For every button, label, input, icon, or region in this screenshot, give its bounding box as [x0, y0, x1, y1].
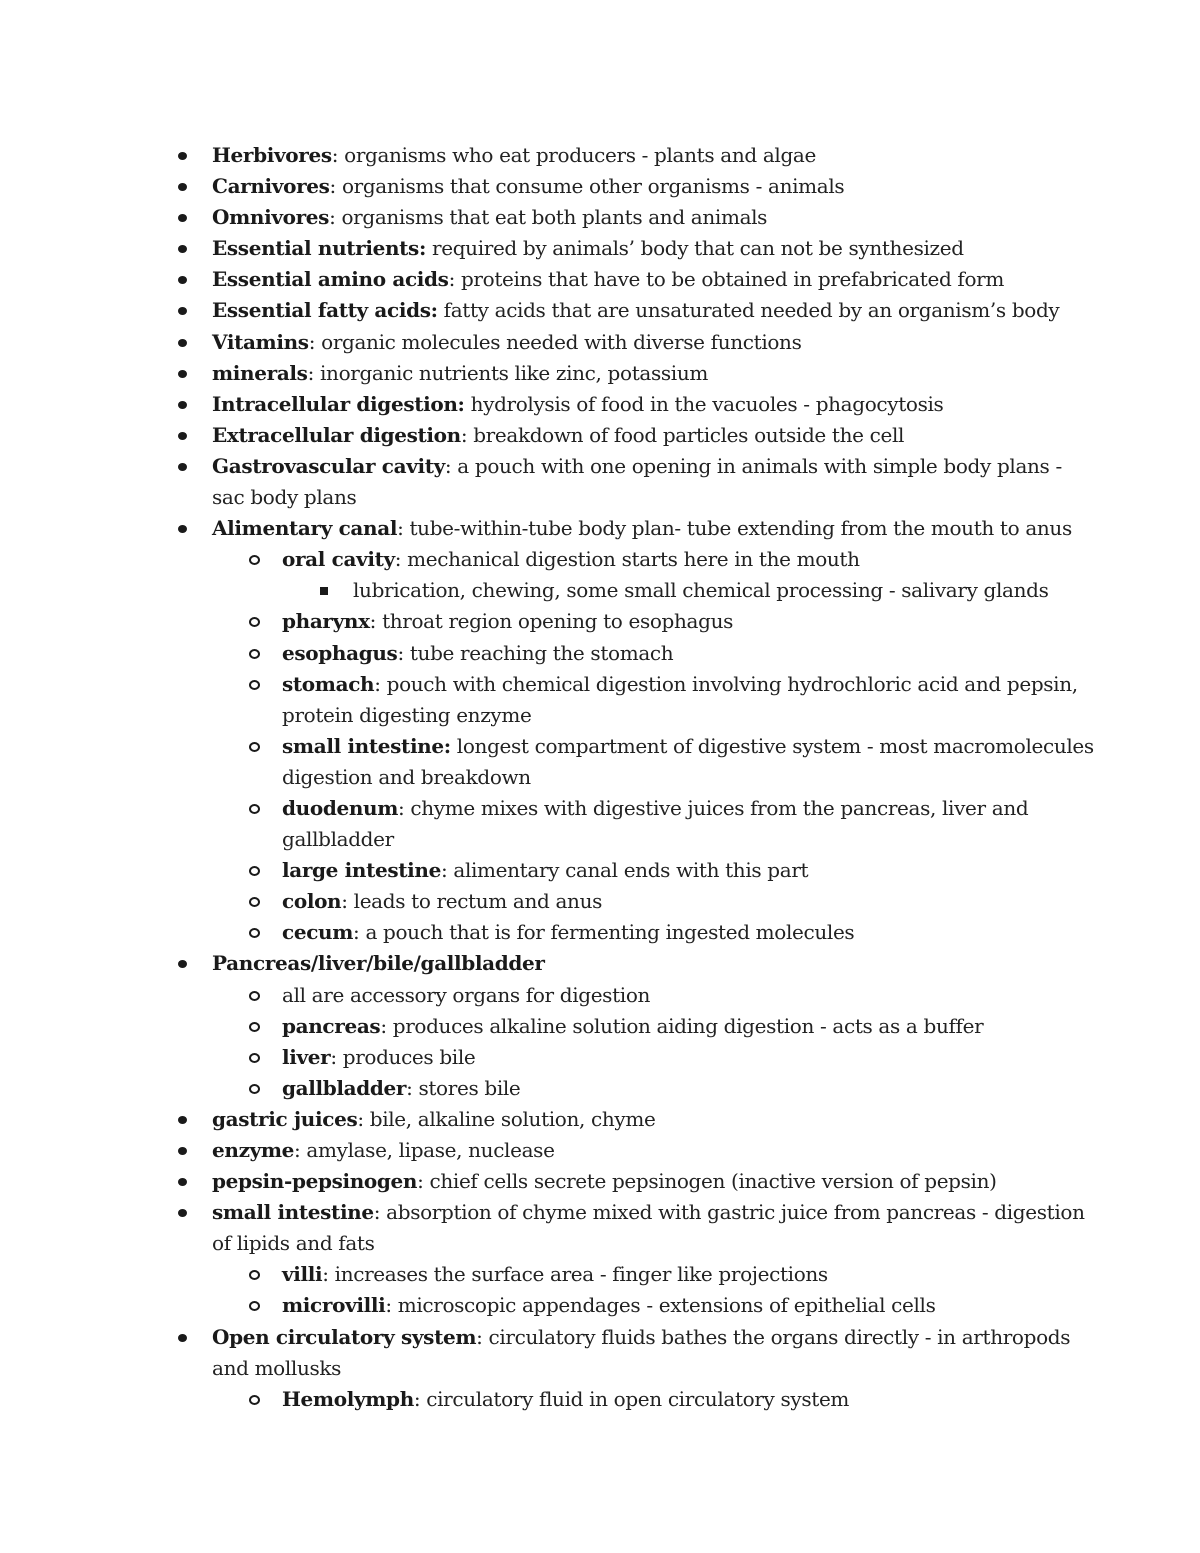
sub-list-item — [0, 793, 1200, 824]
list-item — [0, 451, 1200, 482]
definition: : amylase, lipase, nuclease — [294, 1138, 555, 1162]
list-item — [0, 327, 1200, 358]
sub-list-item — [0, 980, 1200, 1011]
definition: : bile, alkaline solution, chyme — [357, 1106, 656, 1131]
list-item — [0, 389, 1200, 420]
list-item — [0, 1166, 1200, 1197]
list-item — [0, 1197, 1200, 1228]
term: cecum — [282, 920, 354, 945]
list-item — [0, 1135, 1200, 1166]
definition: : inorganic nutrients like zinc, potassium — [307, 360, 708, 385]
definition: : absorption of chyme mixed with gastric juice from pancreas - digestion — [373, 1200, 1085, 1225]
definition: required by animals’ body that can not be synthesized — [426, 236, 964, 261]
definition: : stores bile — [406, 1075, 521, 1100]
sub-list-item — [0, 731, 1200, 762]
list-item — [0, 513, 1200, 544]
definition-continued: sac body plans — [212, 485, 357, 510]
term: Hemolymph — [282, 1386, 414, 1411]
sub-list-item — [0, 855, 1200, 886]
definition-continued: gallbladder — [282, 827, 394, 852]
sub-list-item — [0, 917, 1200, 948]
list-item — [0, 264, 1200, 295]
sub-list-item — [0, 1011, 1200, 1042]
term: large intestine — [282, 858, 441, 883]
list-item — [0, 420, 1200, 451]
definition: : microscopic appendages - extensions of epithelial cells — [385, 1293, 936, 1318]
definition: : mechanical digestion starts here in the mouth — [394, 547, 860, 572]
list-item — [0, 140, 1200, 171]
list-item — [0, 171, 1200, 202]
term: Essential amino acids — [212, 267, 449, 292]
list-item — [0, 1322, 1200, 1353]
sub-list-item — [0, 1259, 1200, 1290]
list-item — [0, 358, 1200, 389]
sub-list-item — [0, 886, 1200, 917]
item-text: all are accessory organs for digestion — [282, 982, 651, 1007]
list-item — [0, 948, 1200, 979]
term: pharynx — [282, 609, 370, 634]
list-item — [0, 202, 1200, 233]
definition-continued: of lipids and fats — [212, 1231, 375, 1256]
definition: : a pouch that is for fermenting ingested molecules — [353, 920, 855, 945]
definition-continued: protein digesting enzyme — [282, 702, 532, 727]
term: minerals — [212, 360, 308, 385]
definition: : throat region opening to esophagus — [369, 609, 734, 634]
item-text: lubrication, chewing, some small chemical processing - salivary glands — [353, 578, 1049, 603]
term: enzyme — [212, 1138, 295, 1162]
term: pepsin-pepsinogen — [212, 1169, 418, 1194]
term: Essential fatty acids: — [212, 298, 438, 323]
definition: : produces bile — [330, 1044, 476, 1069]
term: villi — [282, 1262, 323, 1287]
definition: : chyme mixes with digestive juices from the pancreas, liver and — [398, 795, 1029, 820]
definition-continued: digestion and breakdown — [282, 764, 531, 789]
term: microvilli — [282, 1293, 386, 1318]
sub-list-item — [0, 606, 1200, 637]
term: Omnivores — [212, 205, 330, 230]
list-item — [0, 233, 1200, 264]
term: oral cavity — [282, 547, 395, 572]
term: liver — [282, 1044, 331, 1069]
term: Gastrovascular cavity — [212, 453, 445, 478]
definition: : increases the surface area - finger like projections — [322, 1262, 828, 1287]
list-item — [0, 295, 1200, 326]
definition: : organisms that consume other organisms - animals — [329, 174, 845, 199]
term: Pancreas/liver/bile/gallbladder — [212, 951, 545, 976]
list-item — [0, 1104, 1200, 1135]
term: esophagus — [282, 640, 398, 665]
definition: : pouch with chemical digestion involving hydrochloric acid and pepsin, — [374, 671, 1078, 696]
term: Carnivores — [212, 174, 330, 199]
term: duodenum — [282, 795, 399, 820]
term: Extracellular digestion — [212, 422, 461, 447]
sub-list-item — [0, 1384, 1200, 1415]
term: Vitamins — [212, 329, 309, 354]
definition: : produces alkaline solution aiding digestion - acts as a buffer — [380, 1013, 984, 1038]
term: Intracellular digestion: — [212, 391, 465, 416]
definition: fatty acids that are unsaturated needed by an organism’s body — [437, 298, 1060, 323]
definition-continued: and mollusks — [212, 1355, 342, 1380]
definition: : organisms who eat producers - plants and algae — [331, 143, 816, 167]
sub-list-item — [0, 1290, 1200, 1321]
definition: : tube reaching the stomach — [397, 640, 674, 665]
sub-sub-list-item — [0, 575, 1200, 606]
term: stomach — [282, 671, 375, 696]
term: pancreas — [282, 1013, 381, 1038]
definition: : tube-within-tube body plan- tube extending from the mouth to anus — [397, 516, 1072, 541]
definition: : circulatory fluids bathes the organs directly - in arthropods — [476, 1324, 1071, 1349]
definition: : alimentary canal ends with this part — [440, 858, 809, 883]
definition: : circulatory fluid in open circulatory system — [413, 1386, 850, 1411]
term: colon — [282, 889, 342, 914]
term: Open circulatory system — [212, 1324, 477, 1349]
definition: : proteins that have to be obtained in prefabricated form — [448, 267, 1004, 292]
term: gastric juices — [212, 1106, 358, 1131]
definition: : a pouch with one opening in animals with simple body plans - — [444, 453, 1062, 478]
sub-list-item — [0, 638, 1200, 669]
sub-list-item — [0, 544, 1200, 575]
sub-list-item — [0, 1042, 1200, 1073]
definition: : breakdown of food particles outside the cell — [460, 422, 905, 447]
sub-list-item — [0, 1073, 1200, 1104]
term: gallbladder — [282, 1075, 407, 1100]
sub-list-item — [0, 669, 1200, 700]
term: small intestine — [212, 1200, 374, 1225]
term: Essential nutrients: — [212, 236, 426, 261]
notes-page — [0, 140, 1200, 1415]
definition: : chief cells secrete pepsinogen (inactive version of pepsin) — [417, 1169, 997, 1194]
definition: : leads to rectum and anus — [341, 889, 603, 914]
term: Alimentary canal — [212, 516, 398, 541]
definition: longest compartment of digestive system - most macromolecules — [450, 733, 1094, 758]
term: small intestine: — [282, 733, 451, 758]
definition: : organic molecules needed with diverse functions — [308, 329, 802, 354]
definition: : organisms that eat both plants and animals — [329, 205, 768, 230]
term: Herbivores — [212, 143, 332, 167]
definition: hydrolysis of food in the vacuoles - phagocytosis — [464, 391, 944, 416]
